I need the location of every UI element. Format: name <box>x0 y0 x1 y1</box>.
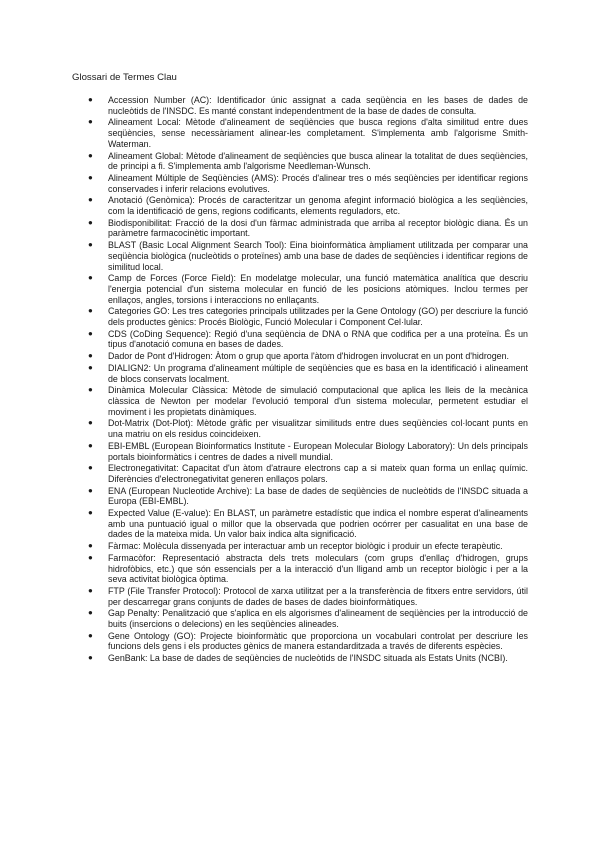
glossary-entry <box>88 608 528 629</box>
glossary-entry <box>88 631 528 652</box>
glossary-entry-text: Gene Ontology (GO): Projecte bioinformàtic que proporciona un vocabulari controlat per descriure les funcions dels gens i els productes gènics de manera estandarditzada a través de diferents espècies. <box>108 630 528 652</box>
bullet-icon: ● <box>88 351 93 361</box>
glossary-entry-text: Expected Value (E-value): En BLAST, un paràmetre estadístic que indica el nombre esperat d'alineaments amb una puntuació igual o millor que la observada que podrien ocórrer per casualitat en una base de dades de la mateixa mida. Un valor baix indica alta significació. <box>108 508 528 540</box>
glossary-entry <box>88 553 528 585</box>
bullet-icon: ● <box>88 150 93 160</box>
glossary-entry-text: Dot-Matrix (Dot-Plot): Mètode gràfic per visualitzar similituds entre dues seqüències col·locant punts en una matriu on els residus coincideixen. <box>108 418 528 440</box>
bullet-icon: ● <box>88 95 93 104</box>
glossary-entry-text: Alineament Múltiple de Seqüències (AMS): Procés d'alinear tres o més seqüències per identificar regions conservades i inferir relacions evolutives. <box>108 172 528 194</box>
glossary-entry-text: Alineament Global: Mètode d'alineament de seqüències que busca alinear la totalitat de dues seqüències, de principi a fi. S'implementa amb l'algorisme Needleman-Wunsch. <box>108 150 528 172</box>
glossary-entry-text: Biodisponibilitat: Fracció de la dosi d'un fàrmac administrada que arriba al receptor biològic diana. És un paràmetre farmacocinètic important. <box>108 217 528 239</box>
glossary-entry-text: Electronegativitat: Capacitat d'un àtom d'atraure electrons cap a si mateix quan forma un enllaç químic. Diferències d'electronegativitat generen enllaços polars. <box>108 463 528 484</box>
glossary-entry-text: Categories GO: Les tres categories principals utilitzades per la Gene Ontology (GO) per descriure la funció dels productes gènics: Procés Biològic, Funció Molecular i Component Cel·lular. <box>108 306 528 328</box>
bullet-icon: ● <box>88 585 93 595</box>
glossary-entry-text: Camp de Forces (Force Field): En modelatge molecular, una funció matemàtica analítica que descriu l'energia potencial d'un sistema molecular en funció de les posicions atòmiques. Inclou termes per enllaços, angles, torsions i interaccions no enllaçants. <box>108 273 528 305</box>
bullet-icon: ● <box>88 385 93 395</box>
glossary-entry <box>88 486 528 507</box>
bullet-icon: ● <box>88 117 93 127</box>
glossary-entry <box>88 195 528 216</box>
glossary-entry <box>88 329 528 350</box>
bullet-icon: ● <box>88 362 93 372</box>
glossary-entry <box>88 173 528 194</box>
glossary-entry <box>88 508 528 540</box>
glossary-entry-text: Alineament Local: Mètode d'alineament de seqüències que busca regions d'alta similitud entre dues seqüències, sense necessàriament alinear-les completament. S'implementa amb l'algorisme Smith-Waterman. <box>108 117 528 149</box>
bullet-icon: ● <box>88 485 93 495</box>
bullet-icon: ● <box>88 608 93 618</box>
glossary-entry-text: Accession Number (AC): Identificador únic assignat a cada seqüència en les bases de dades de nucleòtids de l'INSDC. Es manté constant independentment de la base de dades de consulta. <box>108 95 528 116</box>
glossary-entry <box>88 586 528 607</box>
glossary-entry <box>88 306 528 327</box>
glossary-entry-text: Gap Penalty: Penalització que s'aplica en els algorismes d'alineament de seqüències per la introducció de buits (insercions o delecions) en les seqüències alineades. <box>108 608 528 630</box>
glossary-entry <box>88 385 528 417</box>
glossary-entry-text: ENA (European Nucleotide Archive): La base de dades de seqüències de nucleòtids de l'INSDC situada a Europa (EBI-EMBL). <box>108 485 528 507</box>
bullet-icon: ● <box>88 630 93 640</box>
glossary-entry-text: Dinàmica Molecular Clàssica: Mètode de simulació computacional que aplica les lleis de la mecànica clàssica de Newton per modelar l'evolució temporal d'un sistema molecular, permetent estudiar el moviment i les propietats dinàmiques. <box>108 385 528 417</box>
glossary-entry-text: CDS (CoDing Sequence): Regió d'una seqüència de DNA o RNA que codifica per a una proteïna. És un tipus d'anotació comuna en bases de dades. <box>108 328 528 350</box>
glossary-entry <box>88 151 528 172</box>
glossary-entry <box>88 418 528 439</box>
glossary-entry <box>88 95 528 116</box>
glossary-entry-text: EBI-EMBL (European Bioinformatics Institute - European Molecular Biology Laboratory): Un dels principals portals bioinformàtics i centres de dades a nivell mundial. <box>108 440 528 462</box>
bullet-icon: ● <box>88 240 93 250</box>
glossary-entry-text: GenBank: La base de dades de seqüències de nucleòtids de l'INSDC situada als Estats Units (NCBI). <box>108 653 508 664</box>
glossary-entry <box>88 441 528 462</box>
bullet-icon: ● <box>88 463 93 473</box>
glossary-entry <box>88 273 528 305</box>
glossary-entry-text: FTP (File Transfer Protocol): Protocol de xarxa utilitzat per a la transferència de fitxers entre servidors, útil per descarregar grans conjunts de dades de bases de dades bioinformàtiques. <box>108 585 528 607</box>
document-title: Glossari de Termes Clau <box>72 72 177 83</box>
bullet-icon: ● <box>88 541 93 551</box>
bullet-icon: ● <box>88 552 93 562</box>
bullet-icon: ● <box>88 418 93 428</box>
bullet-icon: ● <box>88 195 93 205</box>
glossary-entry <box>88 363 528 384</box>
glossary-entry <box>88 351 528 362</box>
glossary-entry-text: BLAST (Basic Local Alignment Search Tool): Eina bioinformàtica àmpliament utilitzada per comparar una seqüència biològica (nucleòtids o proteïnes) amb una base de dades de seqüències i identificar regions de similitud local. <box>108 240 528 272</box>
glossary-entry <box>88 218 528 239</box>
glossary-list <box>88 95 528 665</box>
glossary-entry <box>88 541 528 552</box>
bullet-icon: ● <box>88 508 93 518</box>
glossary-entry-text: Farmacòfor: Representació abstracta dels trets moleculars (com grups d'enllaç d'hidrogen, grups hidrofòbics, etc.) que són essencials per a la interacció d'un lligand amb un receptor biològic i per a la seva activitat biològica òptima. <box>108 552 528 585</box>
glossary-entry-text: Fàrmac: Molècula dissenyada per interactuar amb un receptor biològic i produir un efecte terapèutic. <box>108 541 503 552</box>
bullet-icon: ● <box>88 440 93 450</box>
bullet-icon: ● <box>88 273 93 283</box>
glossary-entry-text: Dador de Pont d'Hidrogen: Àtom o grup que aporta l'àtom d'hidrogen involucrat en un pont d'hidrogen. <box>108 351 509 362</box>
glossary-entry <box>88 240 528 272</box>
glossary-entry <box>88 653 528 664</box>
glossary-entry <box>88 117 528 149</box>
bullet-icon: ● <box>88 306 93 316</box>
glossary-entry-text: DIALIGN2: Un programa d'alineament múltiple de seqüències que es basa en la identificació i alineament de blocs conservats localment. <box>108 362 528 384</box>
bullet-icon: ● <box>88 217 93 227</box>
bullet-icon: ● <box>88 653 93 663</box>
glossary-entry <box>88 463 528 484</box>
bullet-icon: ● <box>88 172 93 182</box>
bullet-icon: ● <box>88 328 93 338</box>
glossary-entry-text: Anotació (Genòmica): Procés de caracteritzar un genoma afegint informació biològica a les seqüències, com la identificació de gens, regions codificants, elements reguladors, etc. <box>108 195 528 217</box>
